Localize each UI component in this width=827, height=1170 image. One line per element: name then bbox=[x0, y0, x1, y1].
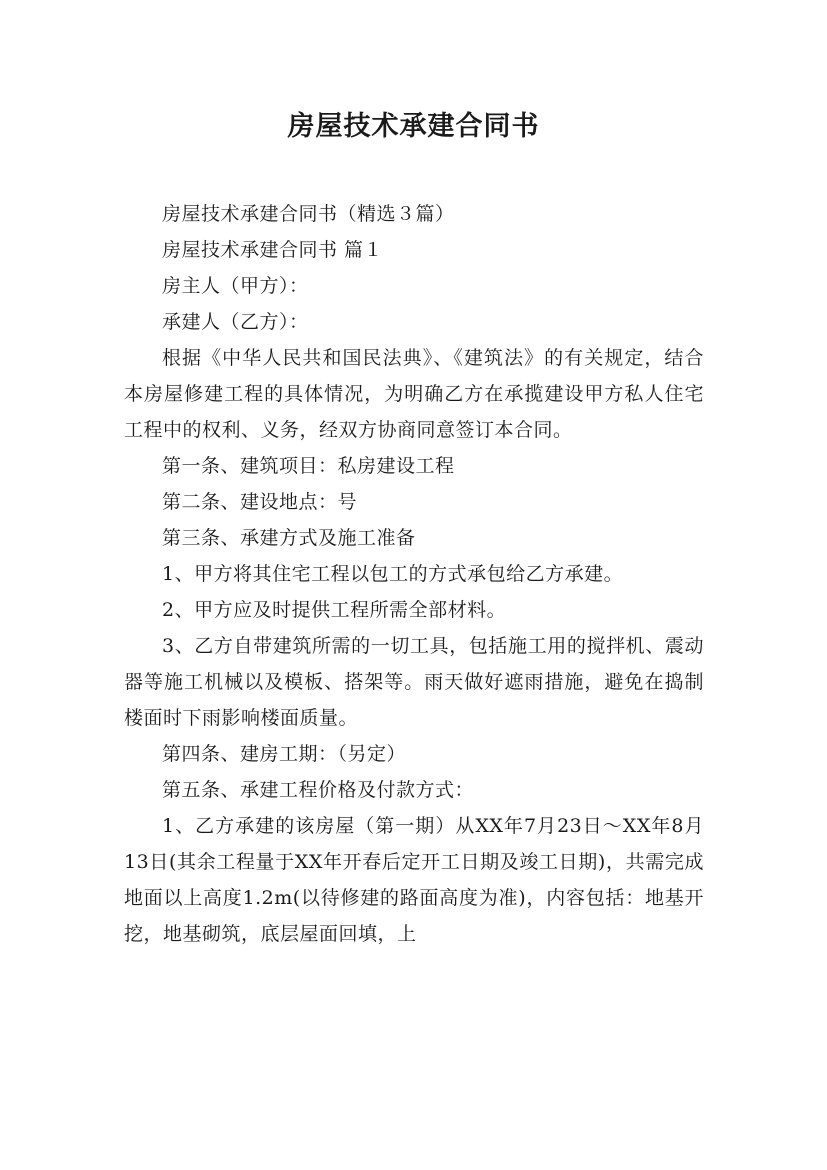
paragraph: 2、甲方应及时提供工程所需全部材料。 bbox=[162, 599, 507, 621]
paragraph: 第二条、建设地点：号 bbox=[162, 491, 358, 513]
paragraph: 第三条、承建方式及施工准备 bbox=[162, 527, 416, 549]
paragraph: 3、乙方自带建筑所需的一切工具，包括施工用的搅拌机、震动器等施工机械以及模板、搭架等。雨天做好遮雨措施，避免在捣制楼面时下雨影响楼面质量。 bbox=[124, 635, 704, 729]
paragraph: 房屋技术承建合同书（精选３篇） bbox=[162, 203, 455, 225]
document-title: 房屋技术承建合同书 bbox=[287, 111, 540, 142]
paragraph: 第五条、承建工程价格及付款方式： bbox=[162, 779, 475, 801]
document-body bbox=[124, 196, 704, 952]
paragraph: 第四条、建房工期：（另定） bbox=[162, 743, 407, 765]
paragraph: 房主人（甲方）： bbox=[162, 275, 309, 297]
paragraph: 第一条、建筑项目：私房建设工程 bbox=[162, 455, 455, 477]
paragraph: 1、乙方承建的该房屋（第一期）从XX年7月23日～XX年8月13日(其余工程量于XX年开春后定开工日期及竣工日期)，共需完成地面以上高度1.2m(以待修建的路面高度为准)，内容包括：地基开挖，地基砌筑，底层屋面回填，上 bbox=[124, 815, 704, 945]
paragraph: 房屋技术承建合同书 篇１ bbox=[162, 239, 384, 261]
paragraph: 1、甲方将其住宅工程以包工的方式承包给乙方承建。 bbox=[162, 563, 624, 585]
paragraph: 根据《中华人民共和国民法典》、《建筑法》的有关规定，结合本房屋修建工程的具体情况，为明确乙方在承揽建设甲方私人住宅工程中的权利、义务，经双方协商同意签订本合同。 bbox=[124, 347, 704, 441]
paragraph: 承建人（乙方）： bbox=[162, 311, 309, 333]
